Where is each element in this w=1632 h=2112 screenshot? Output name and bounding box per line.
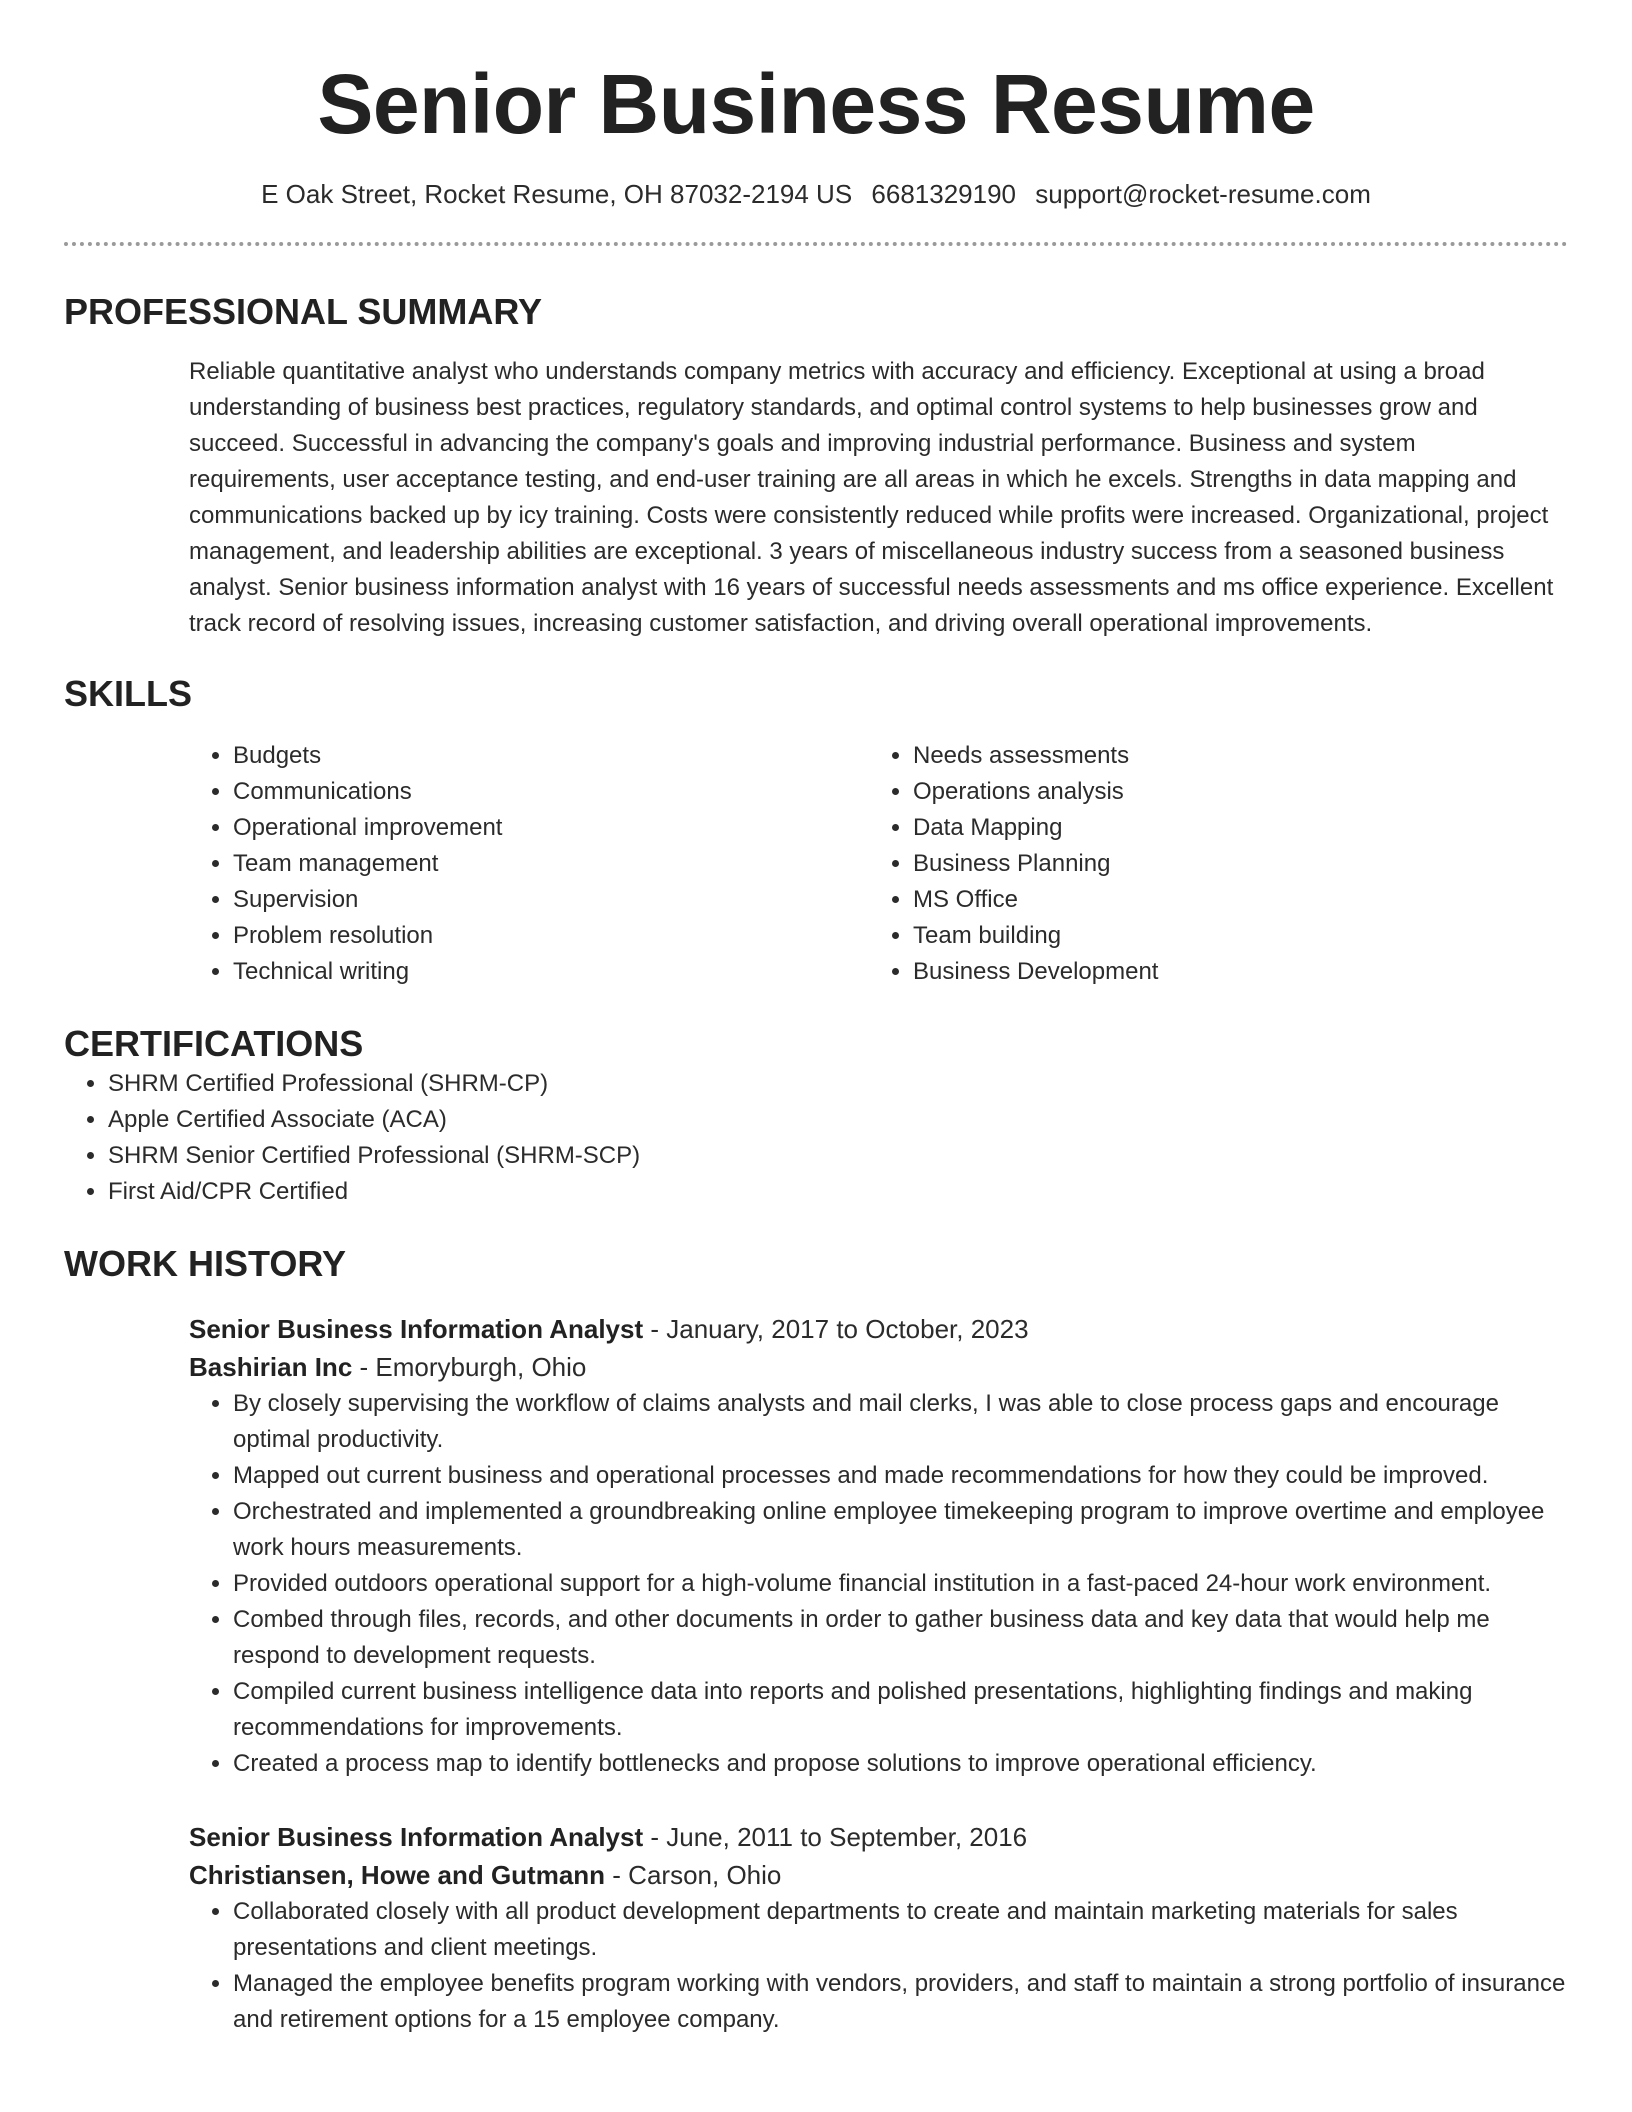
skills-section — [64, 672, 1568, 990]
list-item: • Collaborated closely with all product development departments to create and maintain marketing materials for sales presentations and client meetings. — [233, 1894, 1568, 1966]
resume-title: Senior Business Resume — [317, 57, 1315, 151]
list-item: • Mapped out current business and operational processes and made recommendations for how they could be improved. — [233, 1458, 1568, 1494]
list-item: • SHRM Senior Certified Professional (SHRM-SCP) — [108, 1138, 1568, 1174]
certifications-list — [64, 1066, 1568, 1210]
list-item: • Communications — [233, 774, 869, 810]
job-bullets — [189, 1386, 1568, 1782]
job-entry — [189, 1310, 1568, 1782]
list-item: • Combed through files, records, and other documents in order to gather business data and key data that would help me respond to development requests. — [233, 1602, 1568, 1674]
list-item: • Supervision — [233, 882, 869, 918]
list-item: • By closely supervising the workflow of claims analysts and mail clerks, I was able to close process gaps and encourage optimal productivity. — [233, 1386, 1568, 1458]
list-item: • Business Planning — [913, 846, 1569, 882]
summary-section — [64, 290, 1568, 642]
certifications-heading: CERTIFICATIONS — [64, 1023, 364, 1064]
list-item: • Apple Certified Associate (ACA) — [108, 1102, 1568, 1138]
skills-list-left — [189, 738, 869, 990]
job-company: Christiansen, Howe and Gutmann — [189, 1860, 606, 1890]
list-item: • Data Mapping — [913, 810, 1569, 846]
list-item: • Provided outdoors operational support for a high-volume financial institution in a fast-paced 24-hour work environment. — [233, 1566, 1568, 1602]
job-location: - Emoryburgh, Ohio — [359, 1352, 587, 1382]
contact-line — [64, 178, 1568, 210]
list-item: • Needs assessments — [913, 738, 1569, 774]
list-item: • Business Development — [913, 954, 1569, 990]
contact-email: support@rocket-resume.com — [1035, 179, 1371, 209]
job-company-line — [189, 1856, 1568, 1894]
job-title-line — [189, 1818, 1568, 1856]
list-item: • SHRM Certified Professional (SHRM-CP) — [108, 1066, 1568, 1102]
job-dates: - January, 2017 to October, 2023 — [650, 1314, 1029, 1344]
resume-page — [64, 0, 1568, 2038]
job-company-line — [189, 1348, 1568, 1386]
list-item: • Problem resolution — [233, 918, 869, 954]
list-item: • MS Office — [913, 882, 1569, 918]
job-dates: - June, 2011 to September, 2016 — [650, 1822, 1028, 1852]
list-item: • Operations analysis — [913, 774, 1569, 810]
list-item: • Operational improvement — [233, 810, 869, 846]
contact-address: E Oak Street, Rocket Resume, OH 87032-2194 US — [261, 179, 853, 209]
list-item: • Team management — [233, 846, 869, 882]
skills-heading: SKILLS — [64, 673, 193, 714]
job-entry — [189, 1818, 1568, 2038]
list-item: • First Aid/CPR Certified — [108, 1174, 1568, 1210]
header-divider — [64, 242, 1568, 246]
work-history-section — [64, 1242, 1568, 2038]
list-item: • Orchestrated and implemented a groundbreaking online employee timekeeping program to improve overtime and employee work hours measurements. — [233, 1494, 1568, 1566]
list-item: • Created a process map to identify bottlenecks and propose solutions to improve operational efficiency. — [233, 1746, 1568, 1782]
job-bullets — [189, 1894, 1568, 2038]
skills-list-right — [869, 738, 1569, 990]
list-item: • Technical writing — [233, 954, 869, 990]
list-item: • Managed the employee benefits program working with vendors, providers, and staff to maintain a strong portfolio of insurance and retirement options for a 15 employee company. — [233, 1966, 1568, 2038]
job-title-line — [189, 1310, 1568, 1348]
job-title: Senior Business Information Analyst — [189, 1314, 644, 1344]
certifications-section — [64, 1022, 1568, 1210]
job-location: - Carson, Ohio — [612, 1860, 782, 1890]
contact-phone: 6681329190 — [871, 179, 1017, 209]
list-item: • Compiled current business intelligence data into reports and polished presentations, highlighting findings and making recommendations for improvements. — [233, 1674, 1568, 1746]
summary-text: Reliable quantitative analyst who understands company metrics with accuracy and efficiency. Exceptional at using a broad understanding of business best practices, regulatory standards, and optimal control systems to help businesses grow and succeed. Successful in advancing the company's goals and improving industrial performance. Business and system requirements, user acceptance testing, and end-user training are all areas in which he excels. Strengths in data mapping and communications backed up by icy training. Costs were consistently reduced while profits were increased. Organizational, project management, and leadership abilities are exceptional. 3 years of miscellaneous industry success from a seasoned business analyst. Senior business information analyst with 16 years of successful needs assessments and ms office experience. Excellent track record of resolving issues, increasing customer satisfaction, and driving overall operational improvements. — [189, 358, 1554, 637]
work-history-heading: WORK HISTORY — [64, 1243, 347, 1284]
skills-grid — [189, 738, 1568, 990]
list-item: • Team building — [913, 918, 1569, 954]
job-company: Bashirian Inc — [189, 1352, 353, 1382]
list-item: • Budgets — [233, 738, 869, 774]
job-title: Senior Business Information Analyst — [189, 1822, 644, 1852]
summary-heading: PROFESSIONAL SUMMARY — [64, 291, 543, 332]
